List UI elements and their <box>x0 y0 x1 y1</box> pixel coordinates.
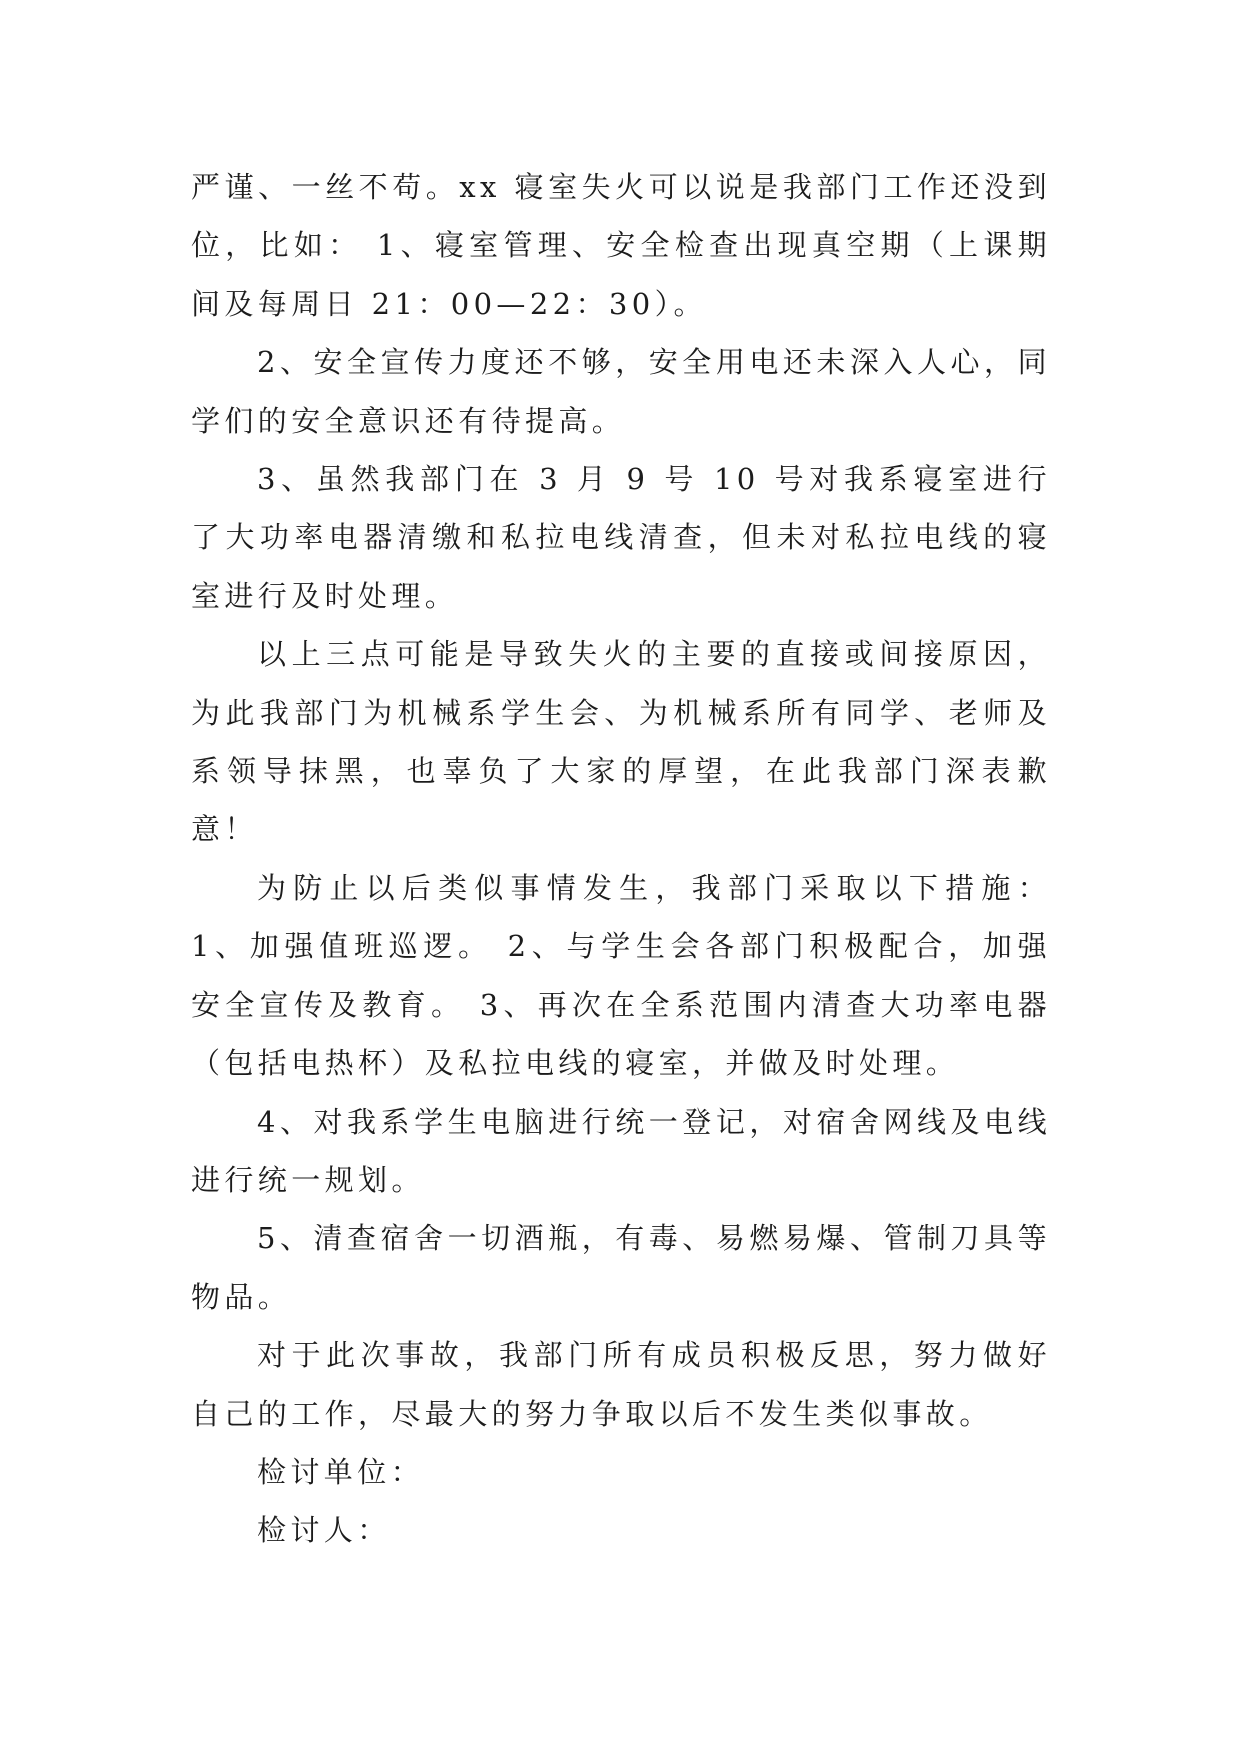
paragraph-item-2: 2、安全宣传力度还不够，安全用电还未深入人心，同学们的安全意识还有待提高。 <box>191 345 1051 438</box>
paragraph-causes: 以上三点可能是导致失火的主要的直接或间接原因，为此我部门为机械系学生会、为机械系所有同学、老师及系领导抹黑，也辜负了大家的厚望，在此我部门深表歉意！ <box>191 637 1051 847</box>
paragraph-measure-4: 4、对我系学生电脑进行统一登记，对宿舍网线及电线进行统一规划。 <box>191 1104 1051 1197</box>
paragraph-continuation: 严谨、一丝不苟。xx 寝室失火可以说是我部门工作还没到位，比如： 1、寝室管理、安全检查出现真空期（上课期间及每周日 21：00—22：30）。 <box>191 170 1051 321</box>
signature-person: 检讨人： <box>257 1513 391 1548</box>
document-body <box>191 158 1051 1560</box>
paragraph-measures: 为防止以后类似事情发生，我部门采取以下措施： 1、加强值班巡逻。 2、与学生会各部门积极配合，加强安全宣传及教育。 3、再次在全系范围内清查大功率电器（包括电热杯）及私拉电线的寝室，并做及时处理。 <box>191 870 1051 1081</box>
paragraph-reflection: 对于此次事故，我部门所有成员积极反思，努力做好自己的工作，尽最大的努力争取以后不发生类似事故。 <box>191 1338 1051 1431</box>
signature-unit: 检讨单位： <box>257 1454 425 1489</box>
paragraph-measure-5: 5、清查宿舍一切酒瓶，有毒、易燃易爆、管制刀具等物品。 <box>191 1221 1051 1314</box>
paragraph-item-3: 3、虽然我部门在 3 月 9 号 10 号对我系寝室进行了大功率电器清缴和私拉电线清查，但未对私拉电线的寝室进行及时处理。 <box>191 462 1051 613</box>
